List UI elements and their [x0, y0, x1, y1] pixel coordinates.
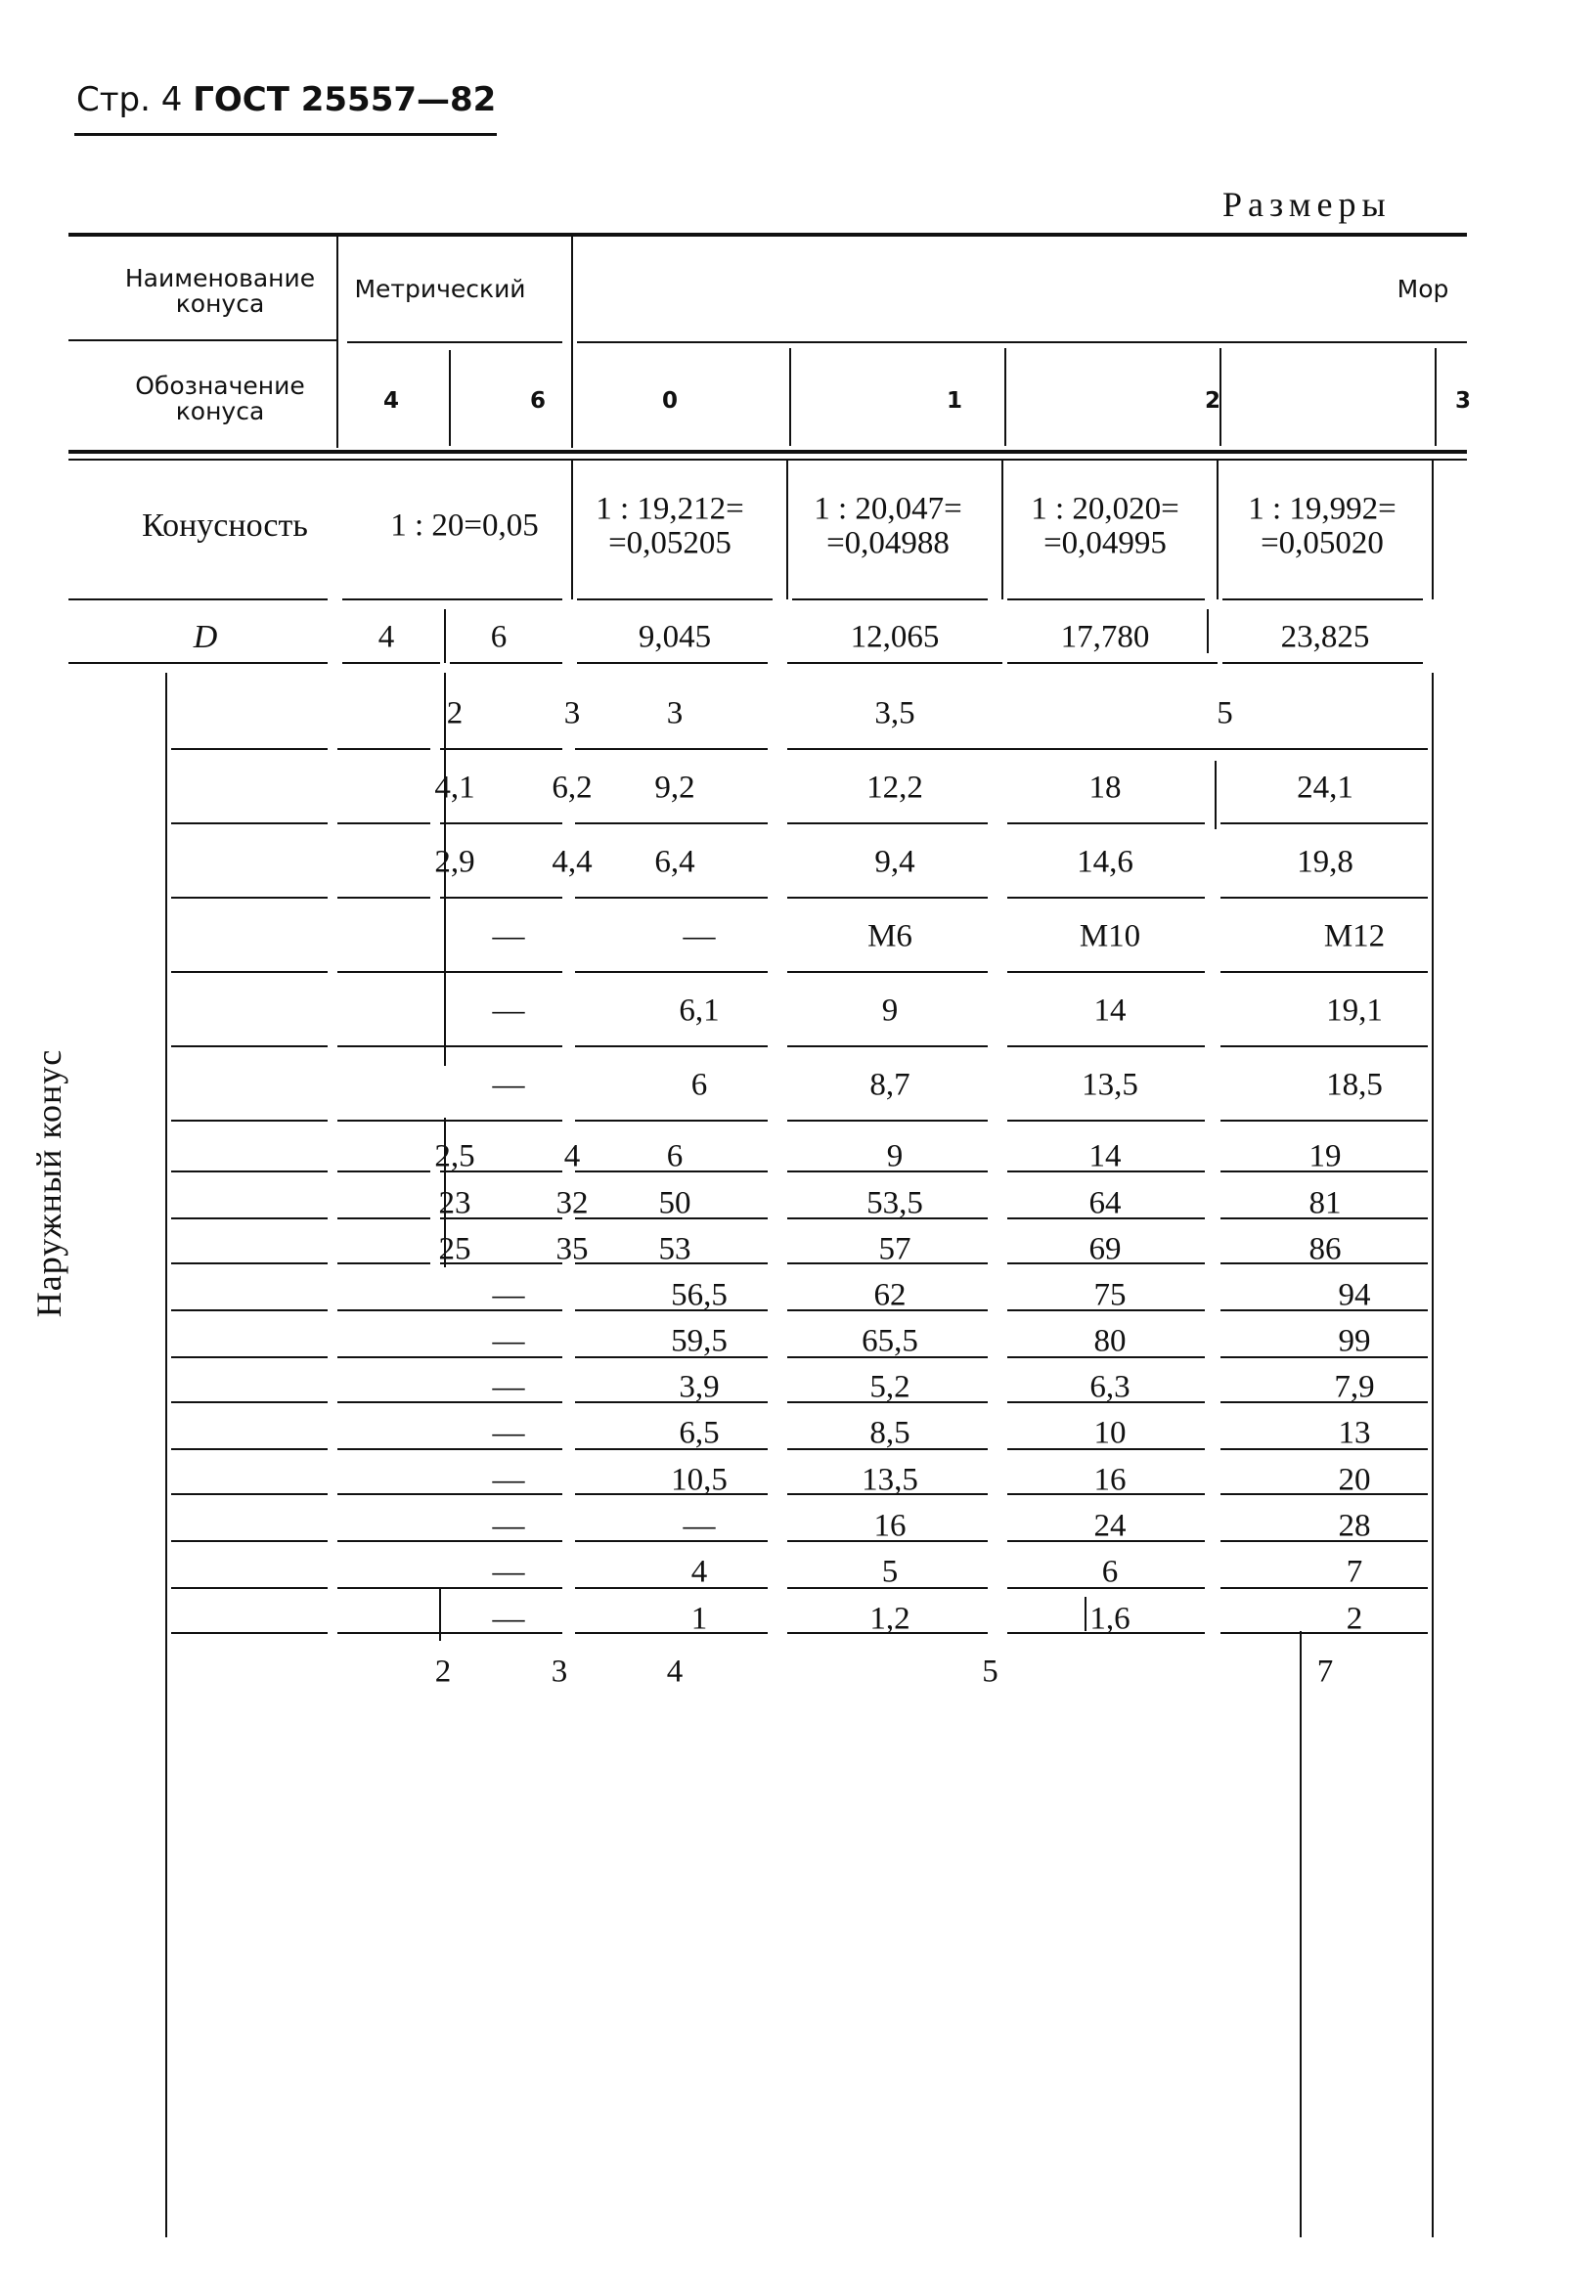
row-1-value-0: 4,1: [434, 770, 475, 806]
row-0-value-2: 3: [666, 695, 684, 731]
row-15-value-0: —: [492, 1554, 525, 1590]
row-8-value-0: 25: [438, 1231, 471, 1267]
row-4-value-4: 19,1: [1326, 993, 1383, 1029]
row-13-value-0: —: [492, 1462, 525, 1498]
row-10-value-1: 59,5: [671, 1323, 728, 1359]
row-12-value-0: —: [492, 1415, 525, 1451]
taper-morse-3: 1 : 19,992= =0,05020: [1248, 491, 1396, 560]
row-9-value-1: 56,5: [671, 1277, 728, 1313]
row-6-value-4: 14: [1088, 1138, 1122, 1174]
row-0-value-0: 2: [446, 695, 464, 731]
row-3-value-1: —: [683, 918, 716, 954]
row-3-value-3: M10: [1079, 918, 1141, 954]
row-16-value-3: 1,6: [1089, 1601, 1130, 1637]
row-17-value-0: 2: [434, 1654, 452, 1690]
row-6-value-2: 6: [666, 1138, 684, 1174]
row-13-value-4: 20: [1338, 1462, 1371, 1498]
row-8-value-1: 35: [555, 1231, 589, 1267]
row-7-value-1: 32: [555, 1185, 589, 1221]
row-15-value-2: 5: [881, 1554, 899, 1590]
row-2-value-2: 6,4: [654, 844, 695, 880]
row-17-value-3: 5: [982, 1654, 998, 1690]
row-3-value-0: —: [492, 918, 525, 954]
row-9-value-0: —: [492, 1277, 525, 1313]
row-15-value-1: 4: [690, 1554, 708, 1590]
row-11-value-0: —: [492, 1369, 525, 1405]
row-6-value-5: 19: [1308, 1138, 1342, 1174]
row-11-value-2: 5,2: [869, 1369, 910, 1405]
row-7-value-2: 50: [658, 1185, 691, 1221]
row-0-value-4: 5: [1217, 695, 1233, 731]
row-14-value-0: —: [492, 1508, 525, 1544]
morse-group-label: Мор: [1396, 274, 1449, 303]
row-0-value-1: 3: [563, 695, 581, 731]
taper-label: Конусность: [142, 508, 308, 545]
row-11-value-4: 7,9: [1334, 1369, 1375, 1405]
D-value-4: 17,780: [1060, 619, 1150, 655]
row-11-value-1: 3,9: [679, 1369, 720, 1405]
row-16-value-4: 2: [1346, 1601, 1363, 1637]
column-header-1: 1: [946, 387, 963, 414]
D-value-5: 23,825: [1280, 619, 1370, 655]
column-header-6: 6: [529, 387, 547, 414]
row-14-value-1: —: [683, 1508, 716, 1544]
row-8-value-5: 86: [1308, 1231, 1342, 1267]
row-5-value-1: 6: [690, 1067, 708, 1103]
row-7-value-4: 64: [1088, 1185, 1122, 1221]
row-17-value-2: 4: [666, 1654, 684, 1690]
row-10-value-2: 65,5: [862, 1323, 918, 1359]
row-13-value-2: 13,5: [862, 1462, 918, 1498]
page-header: [76, 80, 496, 119]
row-2-value-4: 14,6: [1077, 844, 1133, 880]
row-0-value-3: 3,5: [874, 695, 915, 731]
row-8-value-2: 53: [658, 1231, 691, 1267]
row-1-value-4: 18: [1088, 770, 1122, 806]
row-9-value-2: 62: [873, 1277, 907, 1313]
page-number: Стр. 4: [76, 80, 183, 119]
row-8-value-4: 69: [1088, 1231, 1122, 1267]
metric-group-label: Метрический: [354, 274, 526, 303]
taper-morse-0: 1 : 19,212= =0,05205: [596, 491, 744, 560]
taper-morse-2: 1 : 20,020= =0,04995: [1031, 491, 1179, 560]
row-2-value-1: 4,4: [552, 844, 593, 880]
column-header-2: 2: [1204, 387, 1221, 414]
row-4-value-0: —: [492, 993, 525, 1029]
row-5-value-4: 18,5: [1326, 1067, 1383, 1103]
row-8-value-3: 57: [878, 1231, 911, 1267]
taper-morse-1: 1 : 20,047= =0,04988: [814, 491, 962, 560]
row-4-value-3: 14: [1093, 993, 1127, 1029]
row-10-value-0: —: [492, 1323, 525, 1359]
row-10-value-3: 80: [1093, 1323, 1127, 1359]
row-15-value-3: 6: [1101, 1554, 1119, 1590]
row-3-value-4: M12: [1323, 918, 1386, 954]
D-value-2: 9,045: [638, 619, 712, 655]
row-1-value-5: 24,1: [1297, 770, 1353, 806]
outer-cone-label: Наружный конус: [29, 1048, 68, 1318]
row-7-value-3: 53,5: [866, 1185, 923, 1221]
row-17-value-4: 7: [1316, 1654, 1334, 1690]
row-12-value-1: 6,5: [679, 1415, 720, 1451]
row-12-value-3: 10: [1093, 1415, 1127, 1451]
D-value-3: 12,065: [850, 619, 940, 655]
row-12-value-4: 13: [1338, 1415, 1371, 1451]
row-16-value-2: 1,2: [869, 1601, 910, 1637]
row-14-value-3: 24: [1093, 1508, 1127, 1544]
row-12-value-2: 8,5: [869, 1415, 910, 1451]
row-5-value-2: 8,7: [869, 1067, 910, 1103]
row-11-value-3: 6,3: [1089, 1369, 1130, 1405]
row-2-value-0: 2,9: [434, 844, 475, 880]
standard-number: ГОСТ 25557—82: [193, 80, 497, 119]
column-header-0: 0: [661, 387, 679, 414]
row-7-value-0: 23: [438, 1185, 471, 1221]
D-value-1: 6: [490, 619, 508, 655]
row-6-value-1: 4: [563, 1138, 581, 1174]
row-13-value-1: 10,5: [671, 1462, 728, 1498]
row-7-value-5: 81: [1308, 1185, 1342, 1221]
row-6-value-3: 9: [886, 1138, 904, 1174]
row-1-value-1: 6,2: [552, 770, 593, 806]
row-5-value-3: 13,5: [1082, 1067, 1138, 1103]
sizes-label: Размеры: [1222, 185, 1392, 224]
D-value-0: 4: [377, 619, 395, 655]
row-3-value-2: M6: [867, 918, 912, 954]
cone-designation-label: Обозначение конуса: [135, 371, 305, 425]
row-2-value-5: 19,8: [1297, 844, 1353, 880]
dimensions-table: [68, 233, 1472, 2247]
D-label: D: [193, 619, 218, 656]
row-4-value-1: 6,1: [679, 993, 720, 1029]
column-header-4: 4: [382, 387, 400, 414]
row-13-value-3: 16: [1093, 1462, 1127, 1498]
row-9-value-3: 75: [1093, 1277, 1127, 1313]
row-15-value-4: 7: [1346, 1554, 1363, 1590]
column-header-3: 3: [1454, 387, 1472, 414]
row-17-value-1: 3: [551, 1654, 568, 1690]
row-16-value-1: 1: [690, 1601, 708, 1637]
row-10-value-4: 99: [1338, 1323, 1371, 1359]
header-rule: [74, 133, 497, 136]
row-4-value-2: 9: [881, 993, 899, 1029]
row-9-value-4: 94: [1338, 1277, 1371, 1313]
taper-metric: 1 : 20=0,05: [390, 508, 539, 544]
cone-name-label: Наименование конуса: [124, 263, 316, 318]
row-16-value-0: —: [492, 1601, 525, 1637]
row-2-value-3: 9,4: [874, 844, 915, 880]
row-6-value-0: 2,5: [434, 1138, 475, 1174]
row-5-value-0: —: [492, 1067, 525, 1103]
row-1-value-2: 9,2: [654, 770, 695, 806]
row-14-value-2: 16: [873, 1508, 907, 1544]
row-14-value-4: 28: [1338, 1508, 1371, 1544]
row-1-value-3: 12,2: [866, 770, 923, 806]
